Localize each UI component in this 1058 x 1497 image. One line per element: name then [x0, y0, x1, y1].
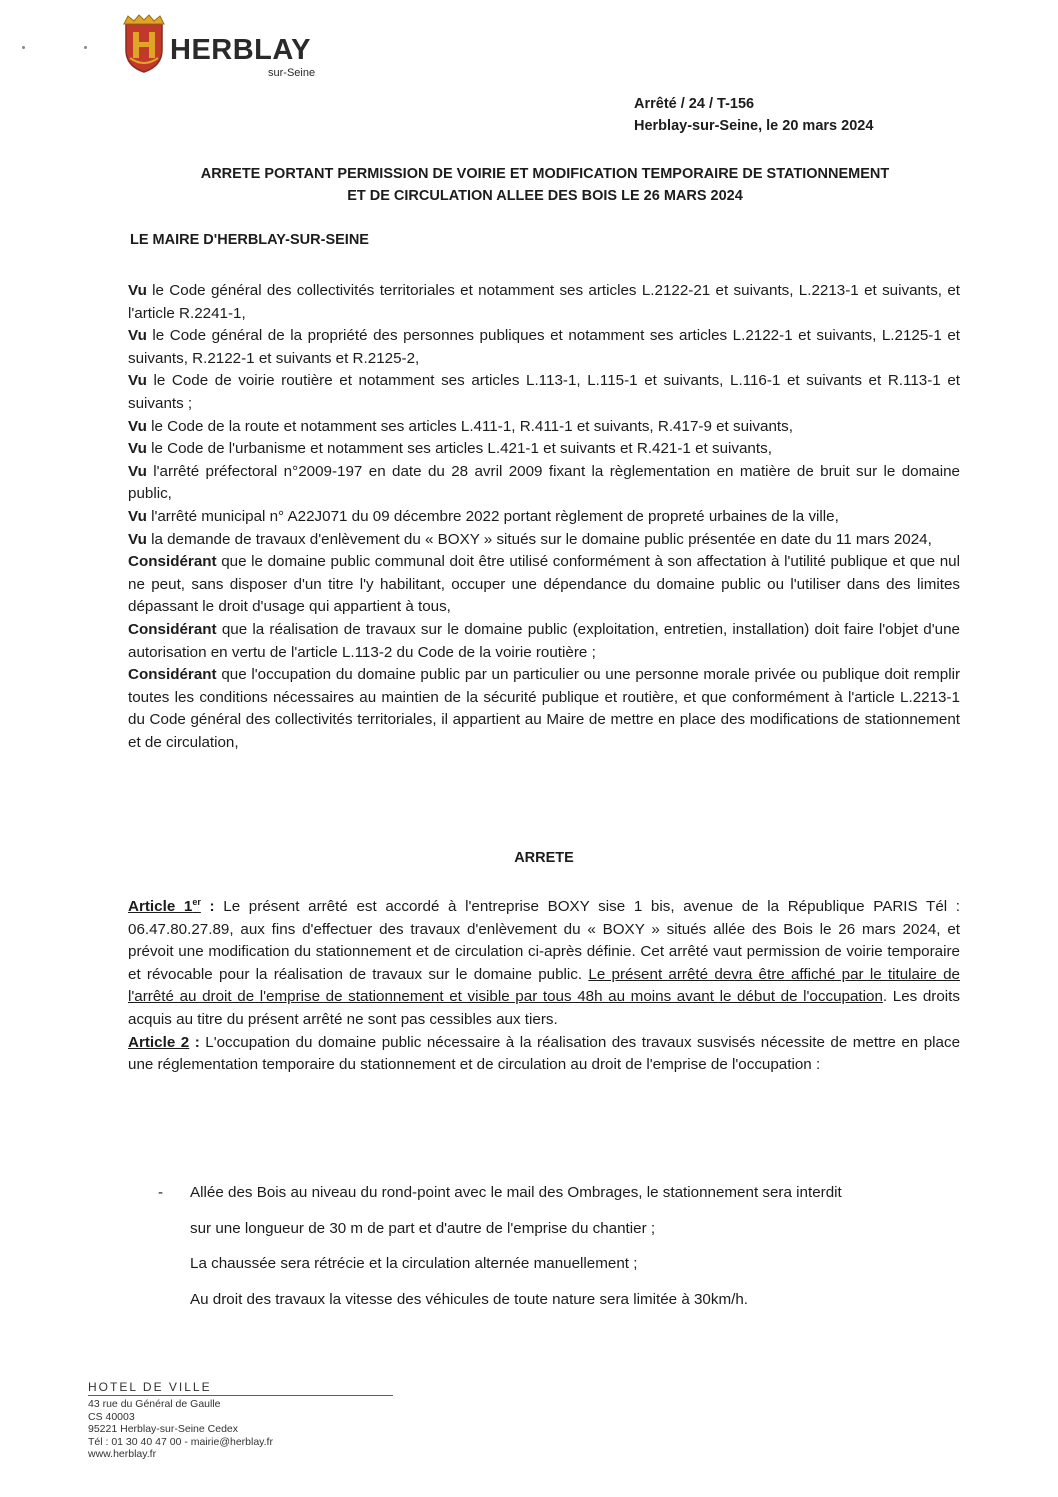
- recital-item: Considérant que la réalisation de travaux sur le domaine public (exploitation, entretien, installation) doit faire l'objet d'une autorisation en vertu de l'article L.113-2 du Code de la voirie routière ;: [128, 620, 960, 661]
- recital-item: Considérant que l'occupation du domaine public par un particulier ou une personne morale privée ou publique doit remplir toutes les conditions nécessaires au maintien de la sécurité publique et routière, et que conformément à l'article L.2213-1 du Code général des collectivités territoriales, il appartient au Maire de mettre en place des modifications de stationnement et de circulation,: [128, 666, 960, 751]
- article-1-label: Article 1er: [128, 896, 201, 915]
- footer-rule: [88, 1395, 393, 1396]
- footer-line: 43 rue du Général de Gaulle: [88, 1398, 221, 1410]
- footer-line: www.herblay.fr: [88, 1448, 157, 1460]
- article-1: Article 1er : Le présent arrêté est accordé à l'entreprise BOXY sise 1 bis, avenue de la République PARIS Tél : 06.47.80.27.89, aux fins d'effectuer des travaux d'enlèvement du « BOXY » situés allée des Bois le 26 mars 2024, et prévoit une modification du stationnement et de circulation ci-après définie. Cet arrêté vaut permission de voirie temporaire et révocable pour la réalisation de travaux sur le domaine public. Le présent arrêté devra être affiché par le titulaire de l'arrêté au droit de l'emprise de stationnement et visible par tous 48h au moins avant le début de l'occupation. Les droits acquis au titre du présent arrêté ne sont pas cessibles aux tiers.: [128, 896, 961, 1028]
- recital-item: Vu le Code de l'urbanisme et notamment ses articles L.421-1 et suivants et R.421-1 et suivants,: [128, 440, 772, 458]
- recital-item: Vu le Code général de la propriété des personnes publiques et notamment ses articles L.2122-1 et suivants, L.2125-1 et suivants, R.2122-1 et suivants et R.2125-2,: [128, 327, 960, 367]
- title-line-2: ET DE CIRCULATION ALLEE DES BOIS LE 26 MARS 2024: [347, 188, 743, 204]
- recital-item: Vu le Code de la route et notamment ses articles L.411-1, R.411-1 et suivants, R.417-9 et suivants,: [128, 417, 793, 435]
- articles: [128, 896, 960, 1077]
- recital-item: Vu l'arrêté préfectoral n°2009-197 en date du 28 avril 2009 fixant la règlementation en matière de bruit sur le domaine public,: [128, 462, 960, 503]
- footer-line: 95221 Herblay-sur-Seine Cedex: [88, 1423, 238, 1435]
- crest-icon: [122, 14, 166, 74]
- title-line-1: ARRETE PORTANT PERMISSION DE VOIRIE ET MODIFICATION TEMPORAIRE DE STATIONNEMENT: [200, 166, 890, 182]
- document-title: [100, 163, 990, 207]
- footer-line: CS 40003: [88, 1410, 135, 1423]
- bullet-dash: -: [158, 1184, 164, 1201]
- herblay-logo: [118, 10, 348, 78]
- recitals: [128, 280, 960, 754]
- reference-number: Arrêté / 24 / T-156: [634, 96, 755, 112]
- recital-item: Vu l'arrêté municipal n° A22J071 du 09 décembre 2022 portant règlement de propreté urbaines de la ville,: [128, 507, 839, 525]
- reference-block: [634, 93, 873, 137]
- recital-item: Vu la demande de travaux d'enlèvement du « BOXY » situés sur le domaine public présentée en date du 11 mars 2024,: [128, 530, 932, 548]
- footer-heading: HOTEL DE VILLE: [88, 1380, 212, 1394]
- scan-speck: [22, 46, 25, 49]
- display-requirement: Le présent arrêté devra être affiché par le titulaire de l'arrêté au droit de l'emprise de stationnement et visible par tous 48h au moins avant le début de l'occupation: [128, 965, 961, 1006]
- scan-speck: [84, 46, 87, 49]
- measures-list: [158, 1184, 968, 1326]
- recital-item: Considérant que le domaine public communal doit être utilisé conformément à son affectation à l'utilité publique et que nul ne peut, sans disposer d'un titre l'y habilitant, occuper une dépendance du domaine public ou l'utiliser dans des limites dépassant le droit d'usage qui appartient à tous,: [128, 553, 960, 616]
- list-item: - Allée des Bois au niveau du rond-point avec le mail des Ombrages, le stationnement sera interdit: [158, 1184, 842, 1201]
- logo-subtitle: sur-Seine: [268, 67, 316, 79]
- mayor-heading: LE MAIRE D'HERBLAY-SUR-SEINE: [130, 232, 369, 248]
- recital-item: Vu le Code de voirie routière et notamment ses articles L.113-1, L.115-1 et suivants, L.116-1 et suivants et R.113-1 et suivants ;: [128, 372, 960, 412]
- article-2-label: Article 2: [128, 1033, 190, 1051]
- article-2: Article 2 : L'occupation du domaine public nécessaire à la réalisation des travaux susvisés nécessite de mettre en place une réglementation temporaire du stationnement et de circulation au droit de l'emprise de l'occupation :: [128, 1033, 961, 1074]
- logo-name: HERBLAY: [170, 34, 312, 66]
- footer-address: [88, 1381, 398, 1461]
- footer-line: Tél : 01 30 40 47 00 - mairie@herblay.fr: [88, 1435, 273, 1448]
- place-date: Herblay-sur-Seine, le 20 mars 2024: [634, 118, 874, 134]
- list-item: La chaussée sera rétrécie et la circulation alternée manuellement ;: [190, 1255, 638, 1272]
- list-item: sur une longueur de 30 m de part et d'autre de l'emprise du chantier ;: [190, 1219, 656, 1237]
- arrete-heading: ARRETE: [514, 850, 574, 866]
- list-item: Au droit des travaux la vitesse des véhicules de toute nature sera limitée à 30km/h.: [190, 1290, 749, 1308]
- recital-item: Vu le Code général des collectivités territoriales et notamment ses articles L.2122-21 et suivants, L.2213-1 et suivants, et l'article R.2241-1,: [128, 282, 960, 322]
